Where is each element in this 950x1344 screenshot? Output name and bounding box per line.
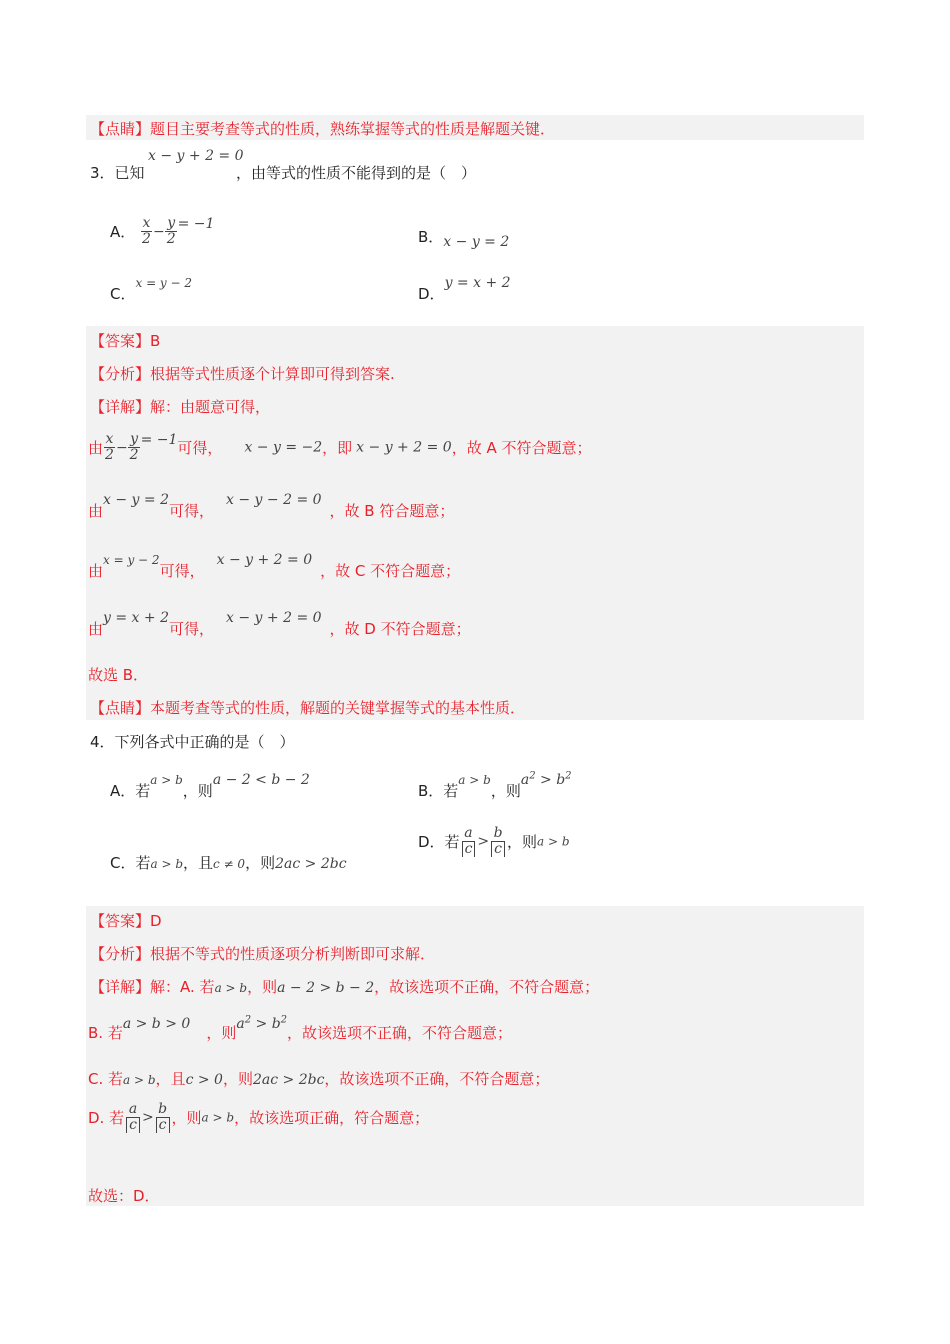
q4-option-a: A．若$^{a > b}$，则a − 2 < b − 2: [110, 772, 310, 800]
q3-option-a: A． $\frac{x}{2}$ − $\frac{y}{2}$ = −1: [110, 215, 215, 247]
q3-answer: 【答案】B: [90, 332, 161, 350]
q3-detail: 【详解】解：由题意可得，: [90, 398, 271, 416]
answer-block-q3: [86, 326, 864, 720]
q4-choose: 故选：D．: [88, 1187, 160, 1205]
q3-stem-text: ，由等式的性质不能得到的是（ ）: [236, 164, 477, 182]
q4-answer: 【答案】D: [90, 912, 162, 930]
q3-option-c: C．$^{x = y - 2}$: [110, 276, 193, 303]
q3-detail-line4: 由y = x + 2可得，x − y + 2 = 0，故 D 不符合题意；: [88, 610, 471, 638]
q3-detail-line1: 由 $\frac{x}{2}$ − $\frac{y}{2}$ = −1可得， x − y = −2，即 x − y + 2 = 0，故 A 不符合题意；: [88, 431, 592, 463]
q4-stem: 4．下列各式中正确的是（ ）: [90, 733, 295, 751]
q3-option-d: D．y = x + 2: [418, 275, 511, 303]
q3-detail-line3: 由$^{x = y - 2}$可得，x − y + 2 = 0，故 C 不符合题意；: [88, 552, 461, 580]
q3-dianjing: 【点睛】本题考查等式的性质，解题的关键掌握等式的基本性质．: [90, 699, 526, 717]
dianjing-line: 【点睛】题目主要考查等式的性质，熟练掌握等式的性质是解题关键．: [90, 120, 556, 138]
q3-detail-line2: 由x − y = 2可得，x − y − 2 = 0，故 B 符合题意；: [88, 492, 455, 520]
q3-condition: x − y + 2 = 0: [148, 148, 244, 164]
q4-option-b: B．若$^{a > b}$，则$a^2 > b^2$: [418, 770, 572, 800]
q4-detail-c: C. 若a > b，且c > 0，则2ac > 2bc，故该选项不正确，不符合题意；: [88, 1070, 550, 1088]
q4-option-d: D．若 $\frac{a}{c}$ > $\frac{b}{c}$ ，则a > b: [418, 825, 570, 857]
q4-detail-b: B. 若a > b > 0 ，则$a^2 > b^2$，故该选项不正确，不符合题意；: [88, 1014, 513, 1042]
q3-analysis: 【分析】根据等式性质逐个计算即可得到答案.: [90, 365, 395, 383]
q3-stem: 3．已知: [90, 164, 145, 182]
q3-choose: 故选 B．: [88, 666, 149, 684]
q4-detail-d: D. 若 $\frac{a}{c}$ > $\frac{b}{c}$ ，则a > b，故该选项正确，符合题意；: [88, 1101, 430, 1133]
q4-option-c: C．若a > b，且c ≠ 0，则2ac > 2bc: [110, 854, 347, 872]
q3-option-b: B．x − y = 2: [418, 228, 510, 250]
q4-analysis: 【分析】根据不等式的性质逐项分析判断即可求解．: [90, 945, 436, 963]
q4-detail-a: 【详解】解：A. 若a > b，则a − 2 > b − 2，故该选项不正确，不符合题意；: [90, 978, 600, 996]
